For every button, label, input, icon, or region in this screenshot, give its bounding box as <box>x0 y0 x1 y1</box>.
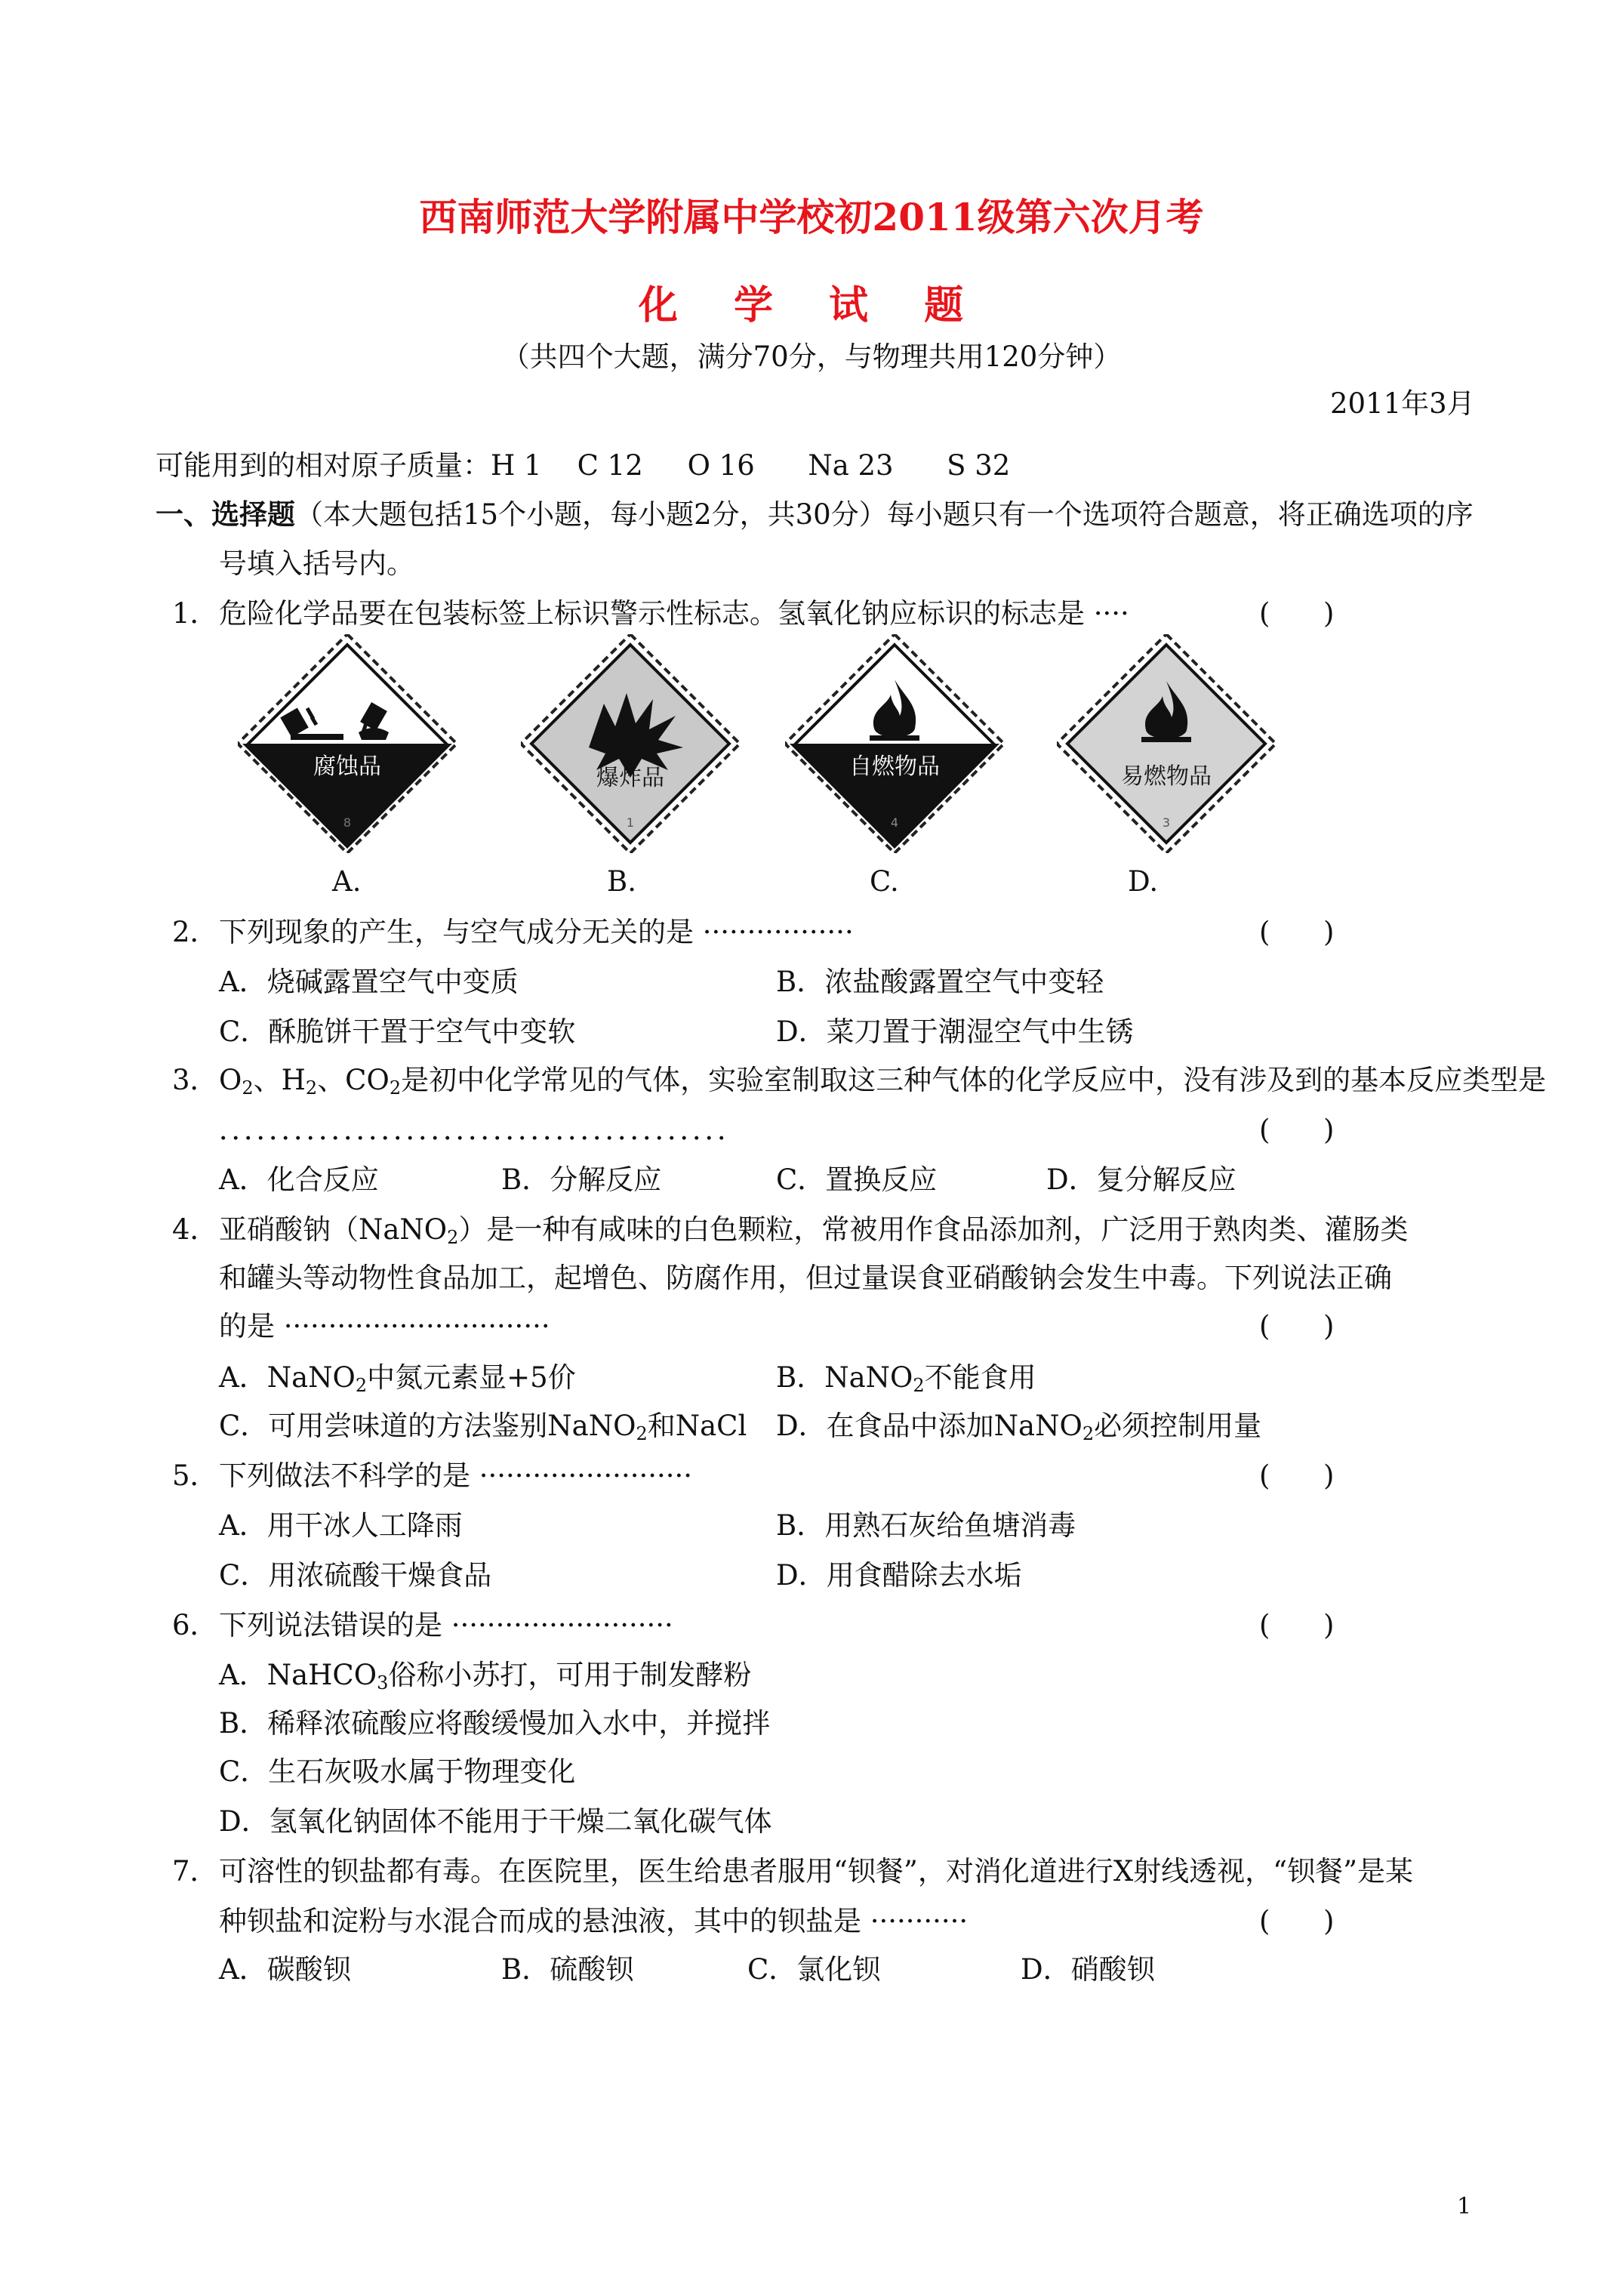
q1-number: 1． <box>172 597 218 630</box>
q5-answer-blank[interactable]: ( ) <box>1259 1459 1335 1492</box>
q5-option-d[interactable]: D．用食醋除去水垢 <box>776 1559 1022 1592</box>
section-1-heading <box>156 495 1474 534</box>
section-1-label: 一、选择题 <box>156 498 295 531</box>
q5-text: 下列做法不科学的是 ························ <box>219 1459 693 1492</box>
q5-option-c[interactable]: C．用浓硫酸干燥食品 <box>219 1559 492 1592</box>
q1-text: 危险化学品要在包装标签上标识警示性标志。氢氧化钠应标识的标志是 ···· <box>219 597 1129 630</box>
q4-text-line-3: 的是 ······························ <box>219 1310 550 1342</box>
sign-explosive <box>521 634 740 853</box>
q1-answer-blank[interactable]: ( ) <box>1259 597 1335 630</box>
svg-text:4: 4 <box>890 815 899 830</box>
sign-label-spontaneous: 自燃物品 <box>849 754 940 780</box>
sign-spontaneous-combustion <box>785 634 1004 853</box>
sign-label-flammable: 易燃物品 <box>1121 763 1212 790</box>
q1-option-d[interactable]: D. <box>1128 865 1159 898</box>
q7-option-b[interactable]: B．硫酸钡 <box>501 1953 634 1986</box>
q7-option-a[interactable]: A．碳酸钡 <box>219 1953 351 1986</box>
q3-number: 3． <box>172 1064 218 1096</box>
atomic-masses: 可能用到的相对原子质量：H 1 C 12 O 16 Na 23 S 32 <box>156 449 1011 482</box>
q4-answer-blank[interactable]: ( ) <box>1259 1310 1335 1342</box>
sign-label-explosive: 爆炸品 <box>596 765 664 791</box>
q5-option-b[interactable]: B．用熟石灰给鱼塘消毒 <box>776 1509 1076 1542</box>
q2-option-d[interactable]: D．菜刀置于潮湿空气中生锈 <box>776 1015 1134 1048</box>
exam-note: （共四个大题，满分70分，与物理共用120分钟） <box>501 341 1122 373</box>
sign-label-corrosive: 腐蚀品 <box>313 754 381 780</box>
q2-option-a[interactable]: A．烧碱露置空气中变质 <box>219 966 519 998</box>
q7-answer-blank[interactable]: ( ) <box>1259 1905 1335 1937</box>
q1-option-b[interactable]: B. <box>607 865 636 898</box>
q2-number: 2． <box>172 916 218 948</box>
q4-text-line-2: 和罐头等动物性食品加工，起增色、防腐作用，但过量误食亚硝酸钠会发生中毒。下列说法正确 <box>219 1262 1392 1294</box>
q6-text: 下列说法错误的是 ························· <box>219 1609 673 1641</box>
svg-text:3: 3 <box>1162 815 1171 830</box>
exam-subject: 化 学 试 题 <box>638 282 985 328</box>
q4-option-d[interactable]: D．在食品中添加NaNO$_2$必须控制用量 <box>776 1410 1262 1444</box>
q7-option-c[interactable]: C．氯化钡 <box>747 1953 881 1986</box>
sign-flammable <box>1057 634 1276 853</box>
svg-text:1: 1 <box>626 815 635 830</box>
q4-number: 4． <box>172 1213 218 1246</box>
q3-text: $O_2$、$H_2$、$CO_2$是初中化学常见的气体，实验室制取这三种气体的化学反应中，没有涉及到的基本反应类型是 <box>219 1064 1547 1099</box>
svg-text:8: 8 <box>343 815 352 830</box>
q1-option-a[interactable]: A. <box>332 865 362 898</box>
q2-option-b[interactable]: B．浓盐酸露置空气中变轻 <box>776 966 1104 998</box>
q4-option-c[interactable]: C．可用尝味道的方法鉴别NaNO$_2$和NaCl <box>219 1410 747 1444</box>
q5-option-a[interactable]: A．用干冰人工降雨 <box>219 1509 463 1542</box>
q7-option-d[interactable]: D．硝酸钡 <box>1021 1953 1155 1986</box>
q3-option-b[interactable]: B．分解反应 <box>501 1163 662 1196</box>
q6-option-a[interactable]: A．NaHCO$_3$俗称小苏打，可用于制发酵粉 <box>219 1659 752 1693</box>
q7-number: 7． <box>172 1855 218 1888</box>
section-1-desc-2: 号填入括号内。 <box>219 547 414 580</box>
q6-option-c[interactable]: C．生石灰吸水属于物理变化 <box>219 1755 576 1788</box>
q3-option-c[interactable]: C．置换反应 <box>776 1163 938 1196</box>
q4-option-b[interactable]: B．NaNO$_2$不能食用 <box>776 1361 1036 1396</box>
exam-date: 2011年3月 <box>1330 387 1475 420</box>
q3-dots: ．．．．．．．．．．．．．．．．．．．．．．．．．．．．．．．．．．．．．．．．． <box>219 1114 744 1146</box>
q6-option-b[interactable]: B．稀释浓硫酸应将酸缓慢加入水中，并搅拌 <box>219 1707 771 1740</box>
sign-corrosive <box>238 634 457 853</box>
q6-answer-blank[interactable]: ( ) <box>1259 1609 1335 1641</box>
q7-text-line-2: 种钡盐和淀粉与水混合而成的悬浊液，其中的钡盐是 ··········· <box>219 1905 969 1937</box>
q2-answer-blank[interactable]: ( ) <box>1259 916 1335 948</box>
section-1-desc: （本大题包括15个小题，每小题2分，共30分）每小题只有一个选项符合题意，将正确选项的序 <box>295 498 1474 531</box>
q3-answer-blank[interactable]: ( ) <box>1259 1114 1335 1146</box>
q6-option-d[interactable]: D．氢氧化钠固体不能用于干燥二氧化碳气体 <box>219 1805 772 1838</box>
q3-option-a[interactable]: A．化合反应 <box>219 1163 379 1196</box>
q4-text-line-1: 亚硝酸钠（NaNO$_2$）是一种有咸味的白色颗粒，常被用作食品添加剂，广泛用于熟肉类、灌肠类 <box>219 1213 1409 1248</box>
q2-option-c[interactable]: C．酥脆饼干置于空气中变软 <box>219 1015 576 1048</box>
q1-option-c[interactable]: C. <box>870 865 899 898</box>
q2-text: 下列现象的产生，与空气成分无关的是 ················· <box>219 916 854 948</box>
exam-title: 西南师范大学附属中学校初2011级第六次月考 <box>419 195 1204 239</box>
q4-option-a[interactable]: A．NaNO$_2$中氮元素显+5价 <box>219 1361 576 1396</box>
q7-text-line-1: 可溶性的钡盐都有毒。在医院里，医生给患者服用“钡餐”，对消化道进行X射线透视，“钡餐”是某 <box>219 1855 1414 1888</box>
page-number: 1 <box>1457 2193 1472 2220</box>
q6-number: 6． <box>172 1609 218 1641</box>
q5-number: 5． <box>172 1459 218 1492</box>
q3-option-d[interactable]: D．复分解反应 <box>1046 1163 1236 1196</box>
